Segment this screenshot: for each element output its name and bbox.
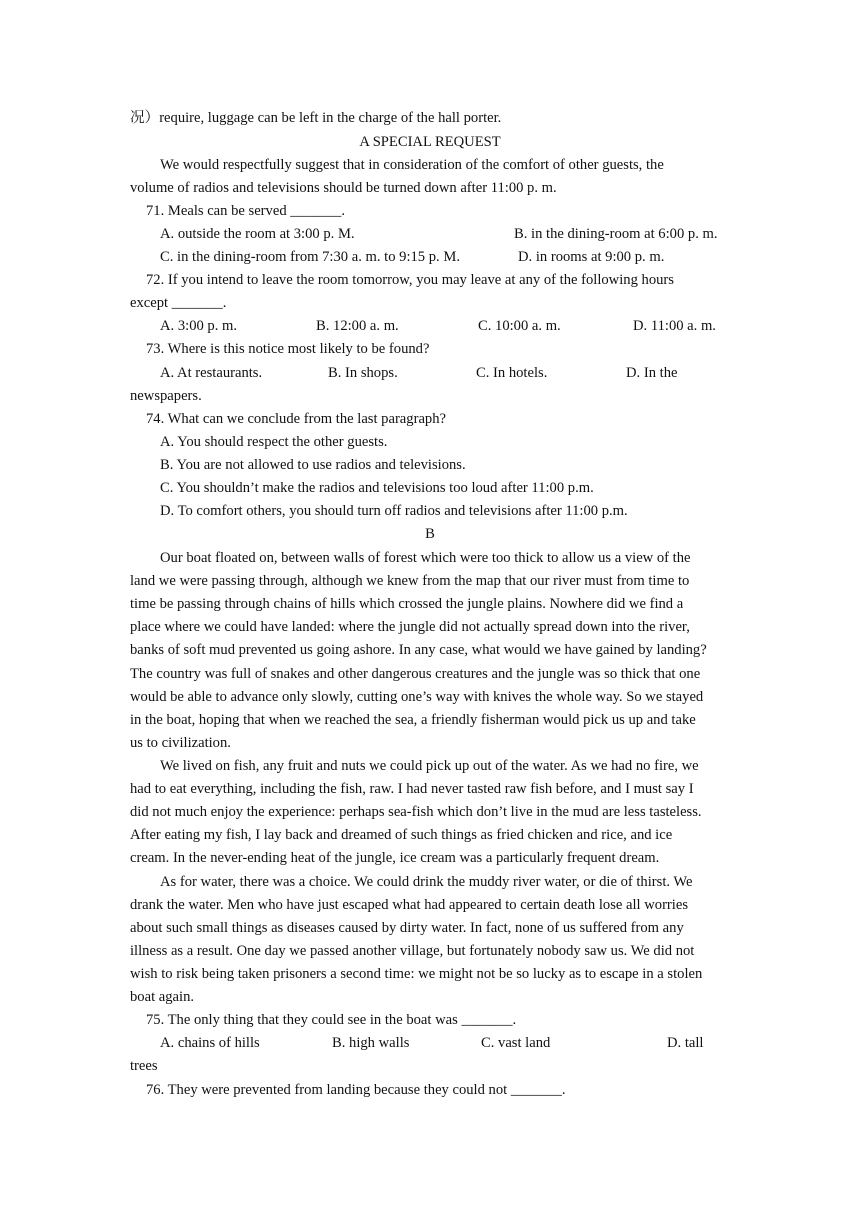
question-76-stem: 76. They were prevented from landing because they could not _______. [146,1082,566,1098]
passage-line: The country was full of snakes and other dangerous creatures and the jungle was so thick that one [130,666,701,682]
question-72-stem-continued: except _______. [130,295,227,311]
passage-line: place where we could have landed: where the jungle did not actually spread down into the river, [130,619,690,635]
passage-line: illness as a result. One day we passed another village, but fortunately nobody saw us. We did not [130,943,695,959]
notice-paragraph-line: volume of radios and televisions should be turned down after 11:00 p. m. [130,180,557,196]
passage-line: After eating my fish, I lay back and dreamed of such things as fried chicken and rice, and ice [130,827,673,843]
passage-line: banks of soft mud prevented us going ashore. In any case, what would we have gained by landing? [130,642,707,658]
question-72-option-b: B. 12:00 a. m. [316,318,399,334]
question-73-option-b: B. In shops. [328,365,398,381]
passage-line: land we were passing through, although we knew from the map that our river must from time to [130,573,690,589]
question-74-option-c: C. You shouldn’t make the radios and televisions too loud after 11:00 p.m. [160,480,594,496]
question-74-stem: 74. What can we conclude from the last paragraph? [146,411,446,427]
question-74-option-d: D. To comfort others, you should turn off radios and televisions after 11:00 p.m. [160,503,628,519]
question-73-option-d-wrap: newspapers. [130,388,202,404]
passage-line: We lived on fish, any fruit and nuts we could pick up out of the water. As we had no fire, we [160,758,699,774]
question-71-stem: 71. Meals can be served _______. [146,203,345,219]
passage-line: about such small things as diseases caused by dirty water. In fact, none of us suffered from any [130,920,684,936]
question-75-option-c: C. vast land [481,1035,551,1051]
passage-line: cream. In the never-ending heat of the jungle, ice cream was a particularly frequent dream. [130,850,660,866]
passage-line: in the boat, hoping that when we reached the sea, a friendly fisherman would pick us up and take [130,712,696,728]
question-72-option-d: D. 11:00 a. m. [633,318,716,334]
question-75-option-d: D. tall [667,1035,704,1051]
question-75-option-d-wrap: trees [130,1058,158,1074]
section-b-heading: B [425,526,435,542]
passage-line: Our boat floated on, between walls of forest which were too thick to allow us a view of the [160,550,691,566]
question-73-option-c: C. In hotels. [476,365,548,381]
passage-line: would be able to advance only slowly, cutting one’s way with knives the whole way. So we stayed [130,689,704,705]
question-71-option-d: D. in rooms at 9:00 p. m. [518,249,665,265]
passage-line: wish to risk being taken prisoners a second time: we might not be so lucky as to escape in a stolen [130,966,703,982]
notice-heading: A SPECIAL REQUEST [359,134,501,150]
notice-intro-tail: 况）require, luggage can be left in the charge of the hall porter. [130,110,502,126]
question-72-option-a: A. 3:00 p. m. [160,318,238,334]
question-75-stem: 75. The only thing that they could see in the boat was _______. [146,1012,517,1028]
question-71-option-a: A. outside the room at 3:00 p. M. [160,226,355,242]
question-71-option-c: C. in the dining-room from 7:30 a. m. to 9:15 p. M. [160,249,460,265]
question-74-option-b: B. You are not allowed to use radios and televisions. [160,457,466,473]
passage-line: As for water, there was a choice. We could drink the muddy river water, or die of thirst. We [160,874,693,890]
passage-line: did not much enjoy the experience: perhaps sea-fish which don’t live in the mud are less tasteless. [130,804,702,820]
question-73-option-d: D. In the [626,365,678,381]
question-74-option-a: A. You should respect the other guests. [160,434,388,450]
question-72-stem: 72. If you intend to leave the room tomorrow, you may leave at any of the following hours [146,272,674,288]
question-75-option-a: A. chains of hills [160,1035,260,1051]
passage-line: us to civilization. [130,735,231,751]
question-72-option-c: C. 10:00 a. m. [478,318,561,334]
question-73-option-a: A. At restaurants. [160,365,263,381]
question-71-option-b: B. in the dining-room at 6:00 p. m. [514,226,718,242]
question-75-option-b: B. high walls [332,1035,410,1051]
notice-paragraph-line: We would respectfully suggest that in consideration of the comfort of other guests, the [160,157,664,173]
passage-line: time be passing through chains of hills which crossed the jungle plains. Nowhere did we find a [130,596,684,612]
passage-line: boat again. [130,989,195,1005]
passage-line: had to eat everything, including the fish, raw. I had never tasted raw fish before, and I must say I [130,781,694,797]
passage-line: drank the water. Men who have just escaped what had appeared to certain death lose all worries [130,897,688,913]
question-73-stem: 73. Where is this notice most likely to be found? [146,341,430,357]
